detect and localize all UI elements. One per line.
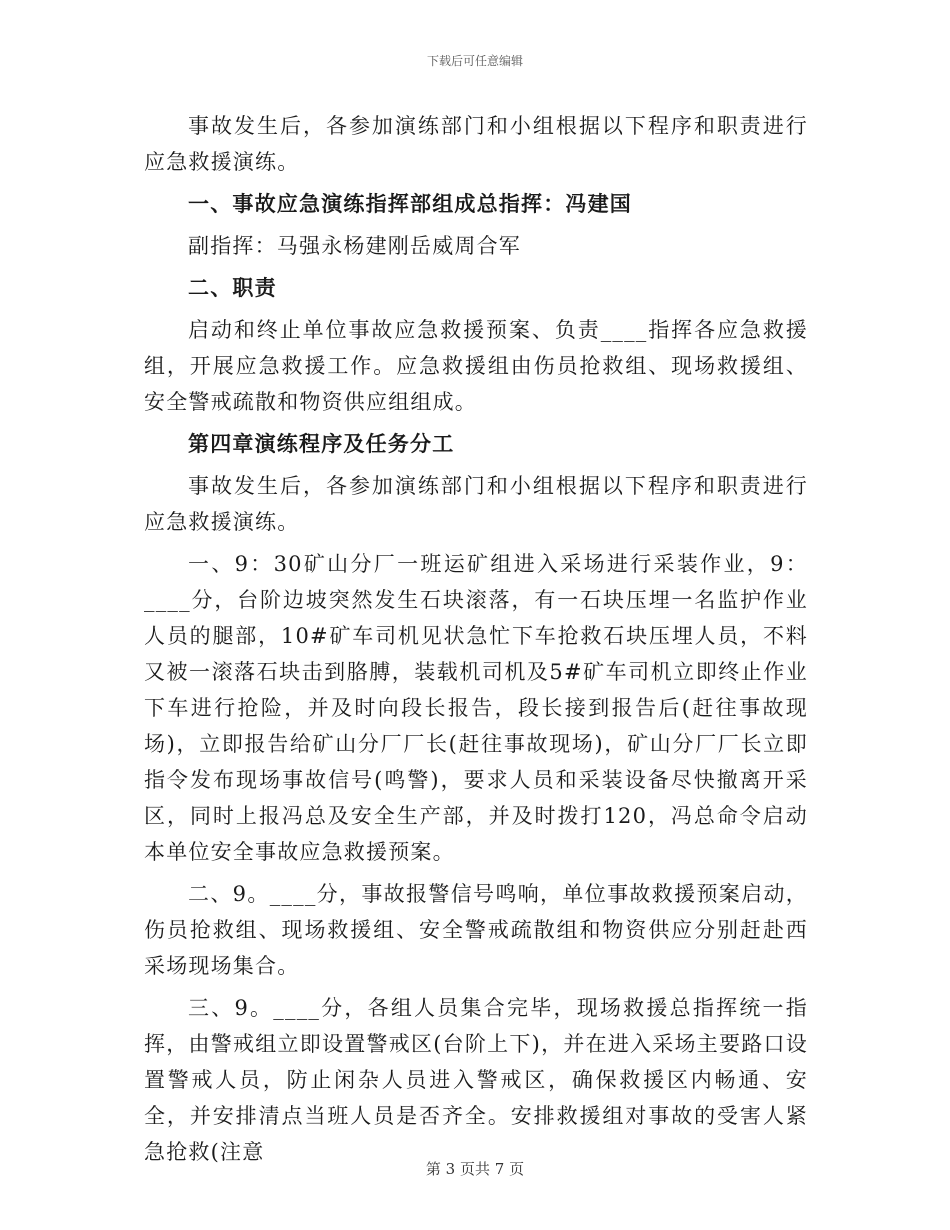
paragraph: 一、9：30矿山分厂一班运矿组进入采场进行采装作业，9：____分，台阶边坡突然发生石块滚落，有一石块压埋一名监护作业人员的腿部，10#矿车司机见状急忙下车抢救石块压埋人员，不料又被一滚落石块击到胳膊，装载机司机及5#矿车司机立即终止作业下车进行抢险，并及时向段长报告，段长接到报告后(赶往事故现场)，立即报告给矿山分厂厂长(赶往事故现场)，矿山分厂厂长立即指令发布现场事故信号(鸣警)，要求人员和采装设备尽快撤离开采区，同时上报冯总及安全生产部，并及时拨打120，冯总命令启动本单位安全事故应急救援预案。 (144, 552, 808, 864)
section-heading: 二、职责 (188, 275, 277, 300)
document-body (144, 108, 808, 1176)
paragraph: 副指挥：马强永杨建刚岳威周合军 (188, 234, 521, 258)
paragraph: 事故发生后，各参加演练部门和小组根据以下程序和职责进行应急救援演练。 (144, 474, 808, 534)
page-header-note: 下载后可任意编辑 (426, 54, 523, 68)
paragraph: 二、9。____分，事故报警信号鸣响，单位事故救援预案启动，伤员抢救组、现场救援组、安全警戒疏散组和物资供应分别赶赴西采场现场集合。 (144, 882, 808, 978)
paragraph: 三、9。____分，各组人员集合完毕，现场救援总指挥统一指挥，由警戒组立即设置警戒区(台阶上下)，并在进入采场主要路口设置警戒人员，防止闲杂人员进入警戒区，确保救援区内畅通、安全，并安排清点当班人员是否齐全。安排救援组对事故的受害人紧急抢救(注意 (144, 996, 808, 1164)
paragraph: 事故发生后，各参加演练部门和小组根据以下程序和职责进行应急救援演练。 (144, 114, 808, 174)
chapter-heading: 第四章演练程序及任务分工 (188, 431, 455, 456)
section-heading: 一、事故应急演练指挥部组成总指挥：冯建国 (188, 191, 632, 216)
paragraph: 启动和终止单位事故应急救援预案、负责____指挥各应急救援组，开展应急救援工作。应急救援组由伤员抢救组、现场救援组、安全警戒疏散和物资供应组组成。 (144, 318, 808, 414)
page-number: 第 3 页共 7 页 (425, 1160, 525, 1178)
